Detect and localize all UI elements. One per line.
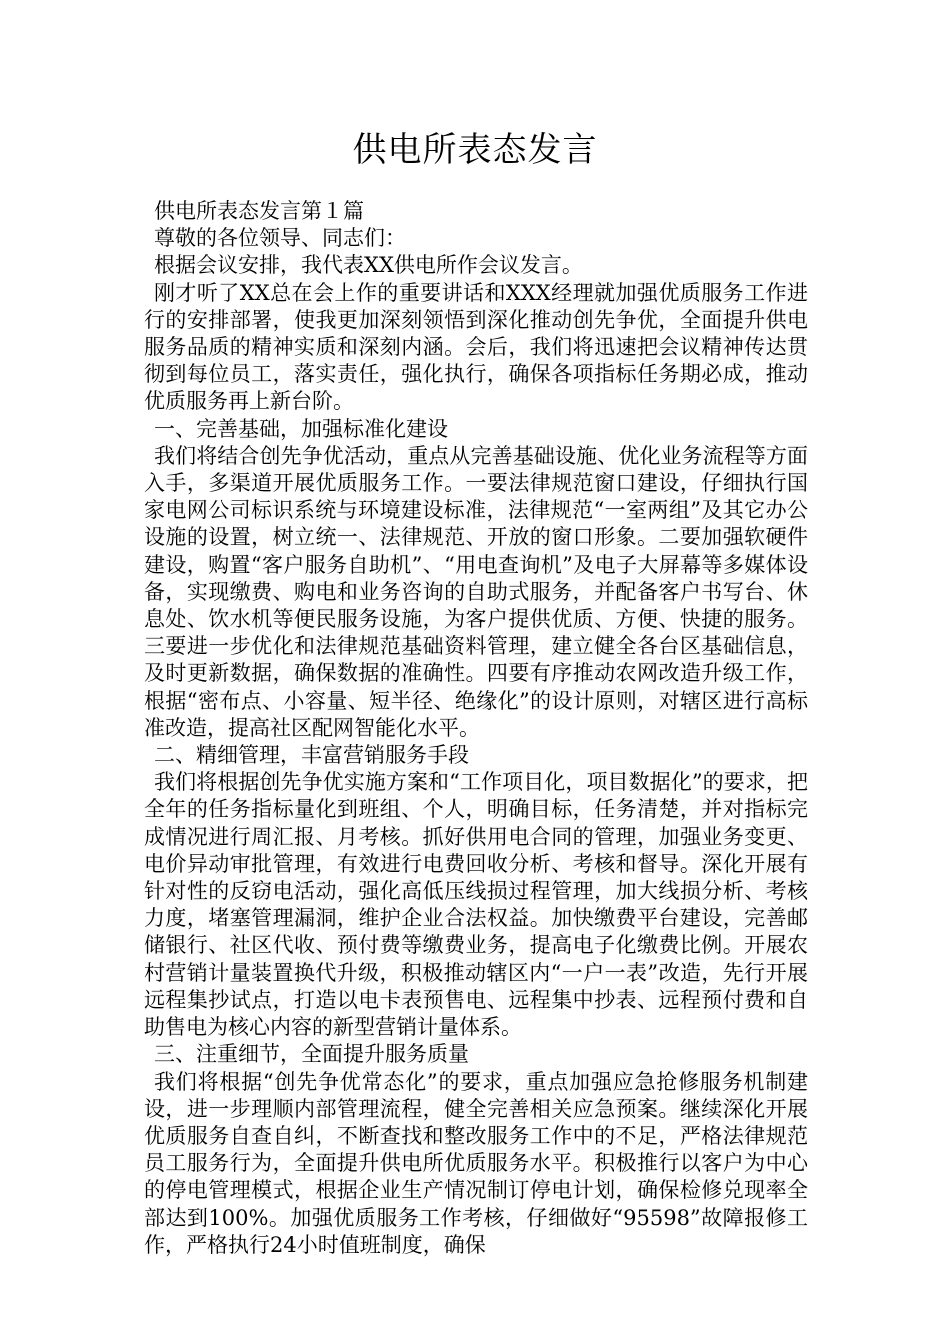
section-heading-2: 二、精细管理，丰富营销服务手段 xyxy=(154,743,469,768)
opening-paragraph: 根据会议安排，我代表XX供电所作会议发言。 xyxy=(154,253,583,278)
document-body xyxy=(144,198,808,1259)
section-heading-3: 三、注重细节，全面提升服务质量 xyxy=(154,1042,469,1067)
document-title: 供电所表态发言 xyxy=(352,130,598,170)
article-heading: 供电所表态发言第１篇 xyxy=(154,199,364,223)
intro-paragraph: 刚才听了XX总在会上作的重要讲话和XXX经理就加强优质服务工作进行的安排部署，使我更加深刻领悟到深化推动创先争优，全面提升供电服务品质的精神实质和深刻内涵。会后，我们将迅速把会议精神传达贯彻到每位员工，落实责任，强化执行，确保各项指标任务期必成，推动优质服务再上新台阶。 xyxy=(144,280,808,414)
section-paragraph-3: 我们将根据“创先争优常态化”的要求，重点加强应急抢修服务机制建设，进一步理顺内部管理流程，健全完善相关应急预案。继续深化开展优质服务自查自纠，不断查找和整改服务工作中的不足，严格法律规范员工服务行为，全面提升供电所优质服务水平。积极推行以客户为中心的停电管理模式，根据企业生产情况制订停电计划，确保检修兑现率全部达到100%。加强优质服务工作考核，仔细做好“95598”故障报修工作，严格执行24小时值班制度，确保 xyxy=(144,1069,808,1257)
section-paragraph-1: 我们将结合创先争优活动，重点从完善基础设施、优化业务流程等方面入手，多渠道开展优质服务工作。一要法律规范窗口建设，仔细执行国家电网公司标识系统与环境建设标准，法律规范“一室两组”及其它办公设施的设置，树立统一、法律规范、开放的窗口形象。二要加强软硬件建设，购置“客户服务自助机”、“用电查询机”及电子大屏幕等多媒体设备，实现缴费、购电和业务咨询的自助式服务，并配备客户书写台、休息处、饮水机等便民服务设施，为客户提供优质、方便、快捷的服务。三要进一步优化和法律规范基础资料管理，建立健全各台区基础信息，及时更新数据，确保数据的准确性。四要有序推动农网改造升级工作，根据“密布点、小容量、短半径、绝缘化”的设计原则，对辖区进行高标准改造，提高社区配网智能化水平。 xyxy=(144,443,808,740)
salutation: 尊敬的各位领导、同志们： xyxy=(154,226,406,251)
section-heading-1: 一、完善基础，加强标准化建设 xyxy=(154,416,448,441)
section-paragraph-2: 我们将根据创先争优实施方案和“工作项目化，项目数据化”的要求，把全年的任务指标量化到班组、个人，明确目标，任务清楚，并对指标完成情况进行周汇报、月考核。抓好供用电合同的管理，加强业务变更、电价异动审批管理，有效进行电费回收分析、考核和督导。深化开展有针对性的反窃电活动，强化高低压线损过程管理，加大线损分析、考核力度，堵塞管理漏洞，维护企业合法权益。加快缴费平台建设，完善邮储银行、社区代收、预付费等缴费业务，提高电子化缴费比例。开展农村营销计量装置换代升级，积极推动辖区内“一户一表”改造，先行开展远程集抄试点，打造以电卡表预售电、远程集中抄表、远程预付费和自助售电为核心内容的新型营销计量体系。 xyxy=(144,770,808,1040)
